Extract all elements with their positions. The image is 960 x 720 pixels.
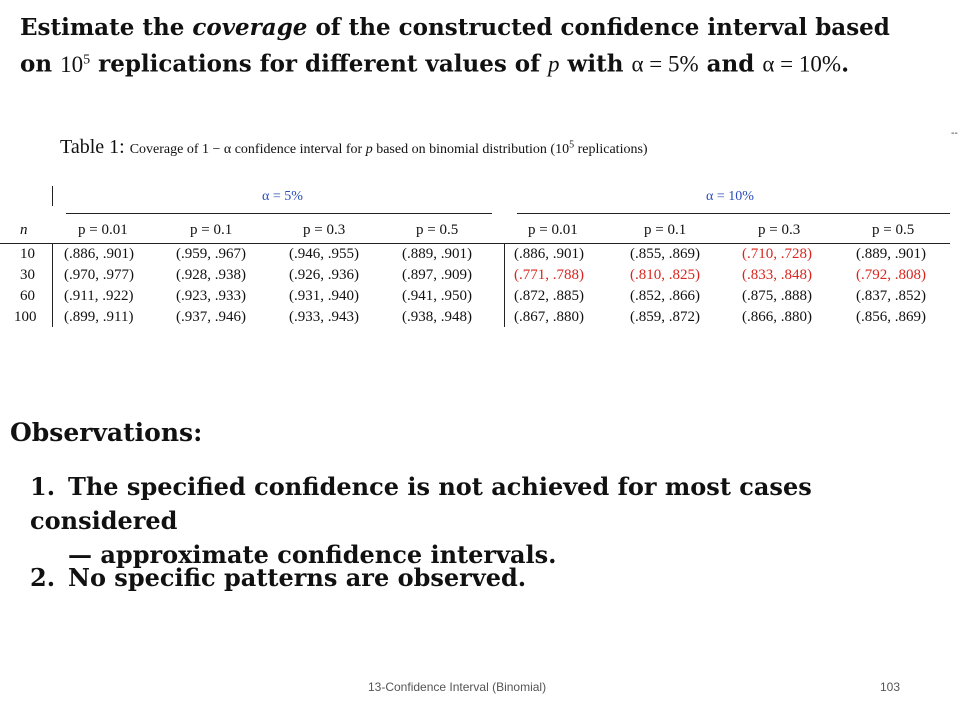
- intro-text: with: [559, 50, 632, 78]
- intro-period: .: [841, 50, 850, 78]
- math-replications: $10^5$: [60, 51, 91, 77]
- table-cell: (.872, .885): [514, 288, 584, 304]
- table-cell: (.875, .888): [742, 288, 812, 304]
- intro-emphasis: coverage: [192, 14, 308, 41]
- observation-number: 1.: [30, 472, 56, 501]
- intro-text: on: [20, 50, 61, 78]
- column-header: p = 0.01: [78, 222, 128, 238]
- table-rule: [517, 213, 950, 214]
- table-cell: (.833, .848): [742, 267, 812, 283]
- observation-number: 2.: [30, 563, 56, 592]
- table-cell: (.911, .922): [64, 288, 134, 304]
- table-cell: (.886, .901): [64, 246, 134, 262]
- table-rule: [52, 243, 53, 327]
- table-cell: (.856, .869): [856, 309, 926, 325]
- table-cell: (.931, .940): [289, 288, 359, 304]
- column-header: p = 0.3: [303, 222, 346, 238]
- table-cell: (.959, .967): [176, 246, 246, 262]
- table-caption-text: Coverage of 1 − α confidence interval for p based on binomial distribution ($10^5$ replications): [129, 139, 648, 157]
- table-cell: (.867, .880): [514, 309, 584, 325]
- column-header: p = 0.01: [528, 222, 578, 238]
- table-cell: (.810, .825): [630, 267, 700, 283]
- intro-text: and: [698, 50, 763, 78]
- group-header-alpha-10: α = 10%: [706, 189, 754, 204]
- column-header: p = 0.5: [416, 222, 459, 238]
- row-label-n: 10: [20, 246, 35, 262]
- intro-text: Estimate the: [20, 14, 193, 41]
- column-header: p = 0.3: [758, 222, 801, 238]
- table-rule: [52, 186, 53, 206]
- table-cell: (.937, .946): [176, 309, 246, 325]
- table-cell: (.933, .943): [289, 309, 359, 325]
- coverage-table: [0, 183, 950, 328]
- table-cell: (.852, .866): [630, 288, 700, 304]
- intro-text: of the constructed confidence interval based: [307, 14, 890, 41]
- row-label-n: 100: [14, 309, 37, 325]
- table-cell: (.859, .872): [630, 309, 700, 325]
- intro-line-1: [20, 12, 950, 44]
- math-alpha-10: α = 10%: [762, 51, 842, 77]
- group-header-alpha-5: α = 5%: [262, 189, 303, 204]
- table-cell: (.792, .808): [856, 267, 926, 283]
- math-p: p: [548, 51, 560, 77]
- observation-text: No specific patterns are observed.: [68, 563, 527, 592]
- footer-title: 13-Confidence Interval (Binomial): [368, 680, 547, 694]
- math-alpha-5: α = 5%: [631, 51, 699, 77]
- table-rule: [0, 243, 950, 244]
- table-cell: (.889, .901): [402, 246, 472, 262]
- row-label-n: 30: [20, 267, 35, 283]
- table-cell: (.941, .950): [402, 288, 472, 304]
- table-cell: (.938, .948): [402, 309, 472, 325]
- column-header: p = 0.5: [872, 222, 915, 238]
- table-rule: [504, 243, 505, 327]
- table-cell: (.855, .869): [630, 246, 700, 262]
- table-cell: (.710, .728): [742, 246, 812, 262]
- observation-text: The specified confidence is not achieved for most cases considered: [30, 472, 812, 535]
- intro-paragraph: [20, 12, 950, 81]
- table-cell: (.923, .933): [176, 288, 246, 304]
- table-cell: (.926, .936): [289, 267, 359, 283]
- table-cell: (.886, .901): [514, 246, 584, 262]
- intro-line-2: [20, 44, 950, 81]
- column-header: p = 0.1: [644, 222, 687, 238]
- column-header: p = 0.1: [190, 222, 233, 238]
- observation-item-1: [30, 470, 960, 572]
- table-caption: [60, 136, 648, 159]
- table-cell: (.866, .880): [742, 309, 812, 325]
- intro-text: replications for different values of: [90, 50, 549, 78]
- table-cell: (.946, .955): [289, 246, 359, 262]
- table-cell: (.928, .938): [176, 267, 246, 283]
- table-caption-label: Table 1:: [60, 136, 125, 158]
- table-cell: (.897, .909): [402, 267, 472, 283]
- n-header: n: [20, 222, 28, 238]
- corner-mark: --: [951, 128, 958, 139]
- row-label-n: 60: [20, 288, 35, 304]
- table-rule: [66, 213, 492, 214]
- table-cell: (.771, .788): [514, 267, 584, 283]
- page-number: 103: [880, 680, 901, 694]
- table-cell: (.837, .852): [856, 288, 926, 304]
- observations-title: Observations:: [10, 418, 203, 447]
- table-cell: (.899, .911): [64, 309, 134, 325]
- observation-item-2: [30, 561, 526, 595]
- observation-text-continued: — approximate confidence intervals.: [68, 540, 557, 569]
- table-cell: (.889, .901): [856, 246, 926, 262]
- table-cell: (.970, .977): [64, 267, 134, 283]
